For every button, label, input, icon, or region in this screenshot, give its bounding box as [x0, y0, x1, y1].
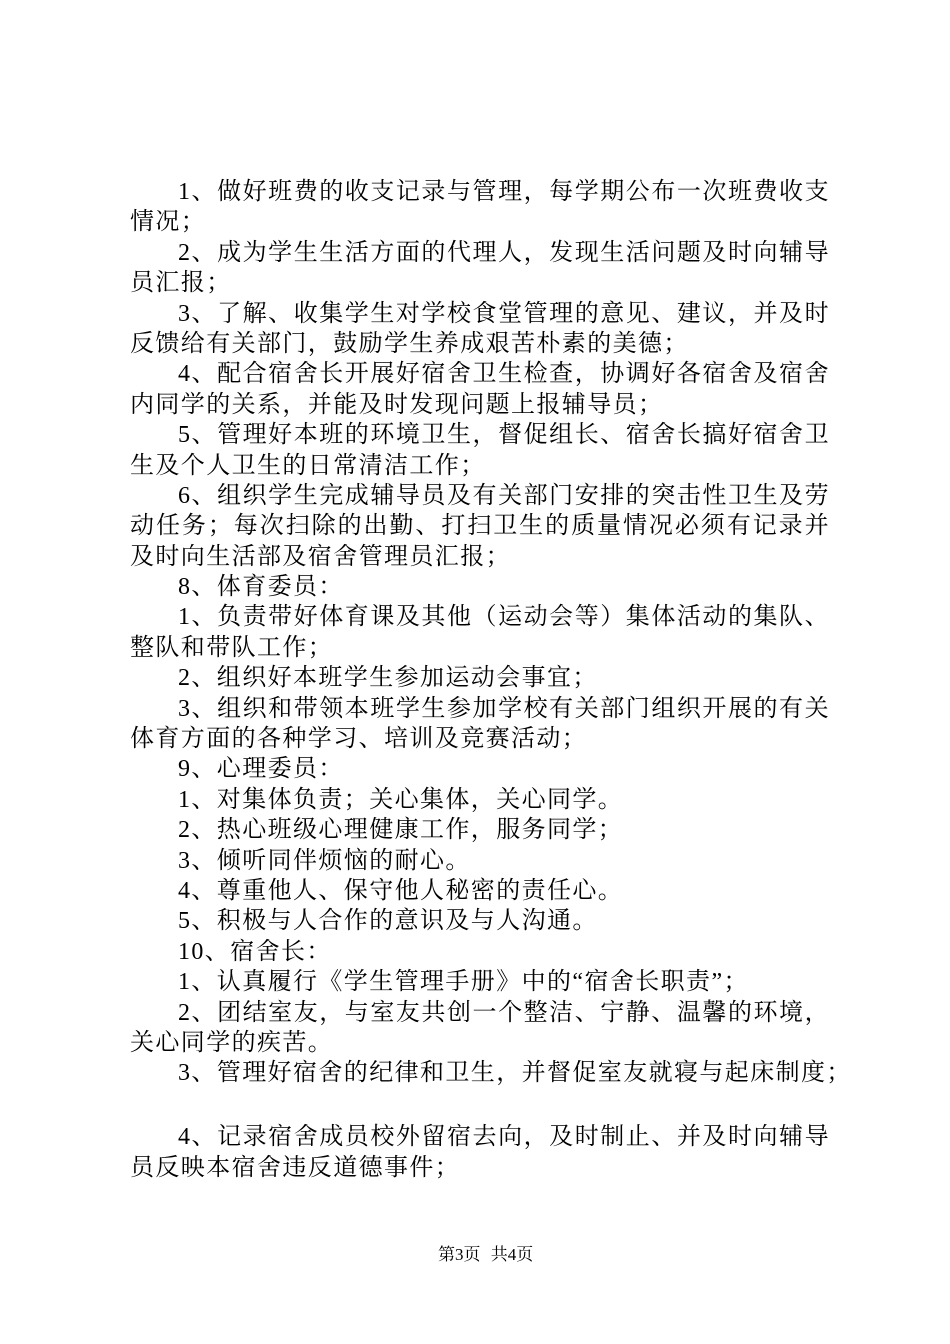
paragraph [130, 876, 830, 906]
text-line: 体育方面的各种学习、培训及竞赛活动； [130, 726, 588, 753]
paragraph [130, 1122, 830, 1183]
text-line: 1、负责带好体育课及其他（运动会等）集体活动的集队、 [178, 604, 830, 631]
text-line: 4、记录宿舍成员校外留宿去向，及时制止、并及时向辅导 [178, 1124, 830, 1151]
paragraph [130, 967, 830, 997]
paragraph [130, 359, 830, 420]
section-heading [130, 937, 830, 967]
text-line: 生及个人卫生的日常清洁工作； [130, 452, 486, 479]
text-line: 2、成为学生生活方面的代理人，发现生活问题及时向辅导 [178, 239, 830, 266]
text-line: 反馈给有关部门，鼓励学生养成艰苦朴素的美德； [130, 330, 689, 357]
text-line: 6、组织学生完成辅导员及有关部门安排的突击性卫生及劳 [178, 482, 830, 509]
text-line: 2、热心班级心理健康工作，服务同学； [178, 817, 624, 844]
paragraph [130, 602, 830, 663]
text-line: 8、体育委员： [178, 574, 344, 601]
section-heading [130, 572, 830, 602]
paragraph [130, 815, 830, 845]
text-line: 4、配合宿舍长开展好宿舍卫生检查，协调好各宿舍及宿舍 [178, 361, 830, 388]
text-line: 及时向生活部及宿舍管理员汇报； [130, 543, 511, 570]
section-heading [130, 754, 830, 784]
paragraph [130, 846, 830, 876]
paragraph [130, 177, 830, 238]
paragraph [130, 299, 830, 360]
paragraph [130, 420, 830, 481]
text-line: 2、团结室友，与室友共创一个整洁、宁静、温馨的环境， [178, 999, 830, 1026]
text-line: 10、宿舍长： [178, 938, 332, 965]
paragraph [130, 481, 830, 572]
text-line: 整队和带队工作； [130, 634, 334, 661]
text-line: 5、积极与人合作的意识及与人沟通。 [178, 908, 598, 935]
text-line: 3、了解、收集学生对学校食堂管理的意见、建议，并及时 [178, 300, 830, 327]
text-line: 动任务；每次扫除的出勤、打扫卫生的质量情况必须有记录并 [130, 513, 830, 540]
text-line: 3、倾听同伴烦恼的耐心。 [178, 847, 471, 874]
paragraph [130, 238, 830, 299]
text-line: 1、对集体负责；关心集体，关心同学。 [178, 786, 624, 813]
page-number-footer: 第3页 共4页 [438, 1245, 534, 1264]
paragraph [130, 998, 830, 1059]
text-line: 4、尊重他人、保守他人秘密的责任心。 [178, 877, 624, 904]
text-line: 1、做好班费的收支记录与管理，每学期公布一次班费收支 [178, 179, 830, 205]
text-line: 1、认真履行《学生管理手册》中的“宿舍长职责”； [178, 969, 749, 996]
text-line: 3、管理好宿舍的纪律和卫生，并督促室友就寝与起床制度； [178, 1060, 852, 1087]
text-line: 员反映本宿舍违反道德事件； [130, 1154, 461, 1181]
paragraph [130, 906, 830, 936]
text-line: 9、心理委员： [178, 756, 344, 783]
text-line: 关心同学的疾苦。 [130, 1029, 334, 1056]
text-line: 5、管理好本班的环境卫生，督促组长、宿舍长搞好宿舍卫 [178, 422, 830, 449]
paragraph [130, 663, 830, 693]
text-line: 2、组织好本班学生参加运动会事宜； [178, 665, 598, 692]
paragraph [130, 694, 830, 755]
text-line: 情况； [130, 209, 207, 236]
paragraph [130, 785, 830, 815]
document-body [130, 177, 852, 1183]
text-line: 内同学的关系，并能及时发现问题上报辅导员； [130, 391, 664, 418]
paragraph [130, 1058, 852, 1088]
text-line: 员汇报； [130, 270, 232, 297]
text-line: 3、组织和带领本班学生参加学校有关部门组织开展的有关 [178, 695, 830, 722]
